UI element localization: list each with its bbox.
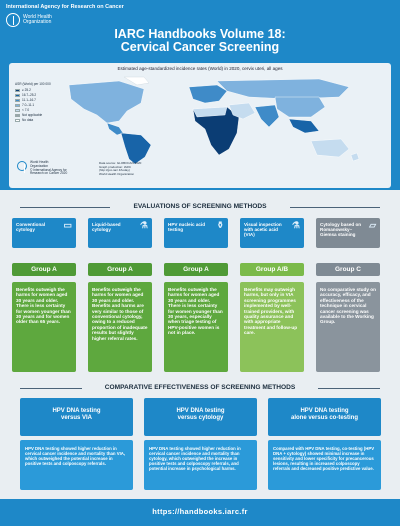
comparison-heading: HPV DNA testing alone versus co-testing	[268, 398, 381, 436]
evaluation-description: No comparative study on accuracy, efficacy, and effectiveness of the technique in cervical cancer screening was available to the Working Group.	[316, 282, 380, 372]
method-tile	[240, 218, 304, 248]
group-badge: Group A/B	[240, 263, 304, 276]
map-caption: Estimated age-standardized incidence rates (World) in 2020, cervix uteri, all ages	[117, 66, 283, 71]
who-logo-icon	[6, 13, 20, 27]
method-label: Cytology based on Romanowsky–Giemsa staining	[320, 222, 362, 237]
map-legend	[15, 82, 51, 123]
legend-swatch	[15, 99, 20, 102]
comparison-heading: HPV DNA testing versus cytology	[144, 398, 257, 436]
method-tile	[12, 218, 76, 248]
handbooks-link[interactable]: https://handbooks.iarc.fr	[152, 507, 248, 516]
map-footer-source: Data source: GLOBOCAN 2020 Graph production: IARC (http://gco.iarc.fr/today) World Health Organization	[99, 161, 142, 176]
incidence-map-card	[9, 63, 391, 188]
legend-swatch	[15, 119, 20, 122]
legend-item	[15, 113, 51, 117]
group-badge: Group A	[88, 263, 152, 276]
evaluation-description: Benefits outweigh the harms for women aged 30 years and older. There is less certainty for women younger than 30 years, especially when triage testing of HPV-positive women is not in place.	[164, 282, 228, 372]
legend-item	[15, 98, 51, 102]
vial-icon: ⚗	[139, 220, 148, 230]
legend-item	[15, 93, 51, 97]
footer-band	[0, 499, 400, 526]
legend-swatch	[15, 104, 20, 107]
legend-label: 11.1–16.7	[22, 98, 36, 102]
legend-item	[15, 88, 51, 92]
legend-swatch	[15, 114, 20, 117]
method-label: HPV nucleic acid testing	[168, 222, 206, 232]
group-badge: Group A	[164, 263, 228, 276]
who-name: World Health Organization	[23, 13, 52, 25]
comparison-heading: HPV DNA testing versus VIA	[20, 398, 133, 436]
map-footer-who: World Health Organization © International Agency for Research on Cancer 2020	[17, 161, 67, 176]
group-badge: Group A	[12, 263, 76, 276]
comparison-body: HPV DNA testing showed higher reduction in cervical cancer incidence and mortality than VIA, which outweighed the potential increase in positive tests and colposcopy referrals.	[20, 440, 133, 490]
page-title: IARC Handbooks Volume 18: Cervical Cancer Screening	[114, 27, 286, 54]
legend-label: No data	[22, 118, 34, 122]
legend-label: 7.0–11.1	[22, 103, 35, 107]
legend-swatch	[15, 89, 20, 92]
bottle-icon: ⚗	[291, 220, 300, 230]
legend-swatch	[15, 109, 20, 112]
who-brand	[6, 13, 52, 27]
slide-icon: ▱	[369, 220, 376, 230]
evaluations-title: EVALUATIONS OF SCREENING METHODS	[133, 203, 267, 210]
comparison-body: HPV DNA testing showed higher reduction in cervical cancer incidence and mortality than cytology, which outweighed the increase in positive tests and colposcopy referrals, and potential increase in psychological harms.	[144, 440, 257, 490]
iarc-org-name: International Agency for Research on Cancer	[6, 4, 124, 10]
method-tile	[88, 218, 152, 248]
method-tile	[164, 218, 228, 248]
microscope-slide-icon: ▭	[63, 220, 72, 230]
method-label: Liquid-based cytology	[92, 222, 121, 232]
method-label: Visual inspection with acetic acid (VIA)	[244, 222, 282, 237]
method-label: Conventional cytology	[16, 222, 46, 232]
evaluation-description: Benefits outweigh the harms for women aged 30 years and older. There is less certainty for women younger than 30 years and for women older than 65 years.	[12, 282, 76, 372]
evaluation-description: Benefits outweigh the harms for women aged 30 years and older. Benefits and harms are very similar to those of conventional cytology, owing to a reduced proportion of inadequate results but slightly higher referral rates.	[88, 282, 152, 372]
legend-item	[15, 103, 51, 107]
legend-label: < 7.0	[22, 108, 30, 112]
legend-title: ASR (World) per 100 000	[15, 82, 51, 86]
legend-swatch	[15, 94, 20, 97]
who-small-logo-icon	[17, 161, 27, 171]
evaluation-description: Benefits may outweigh harms, but only in VIA screening programmes implemented by well-trained providers, with quality assurance and with appropriate treatment and follow-up care.	[240, 282, 304, 372]
legend-label: 16.7–25.2	[22, 93, 37, 97]
legend-label: Not applicable	[22, 113, 43, 117]
legend-item	[15, 118, 51, 122]
comparison-body: Compared with HPV DNA testing, co-testing (HPV DNA + cytology) showed minimal increase in sensitivity and lower specificity for precancerous lesions, resulting in increased colposcopy referrals and decreased positive predictive value.	[268, 440, 381, 490]
method-tile	[316, 218, 380, 248]
comparative-title: COMPARATIVE EFFECTIVENESS OF SCREENING METHODS	[104, 384, 296, 391]
legend-label: ≥ 25.2	[22, 88, 31, 92]
world-map-image	[49, 75, 379, 165]
header-band	[0, 0, 400, 190]
legend-item	[15, 108, 51, 112]
test-tube-icon: ⚱	[216, 220, 224, 230]
group-badge: Group C	[316, 263, 380, 276]
